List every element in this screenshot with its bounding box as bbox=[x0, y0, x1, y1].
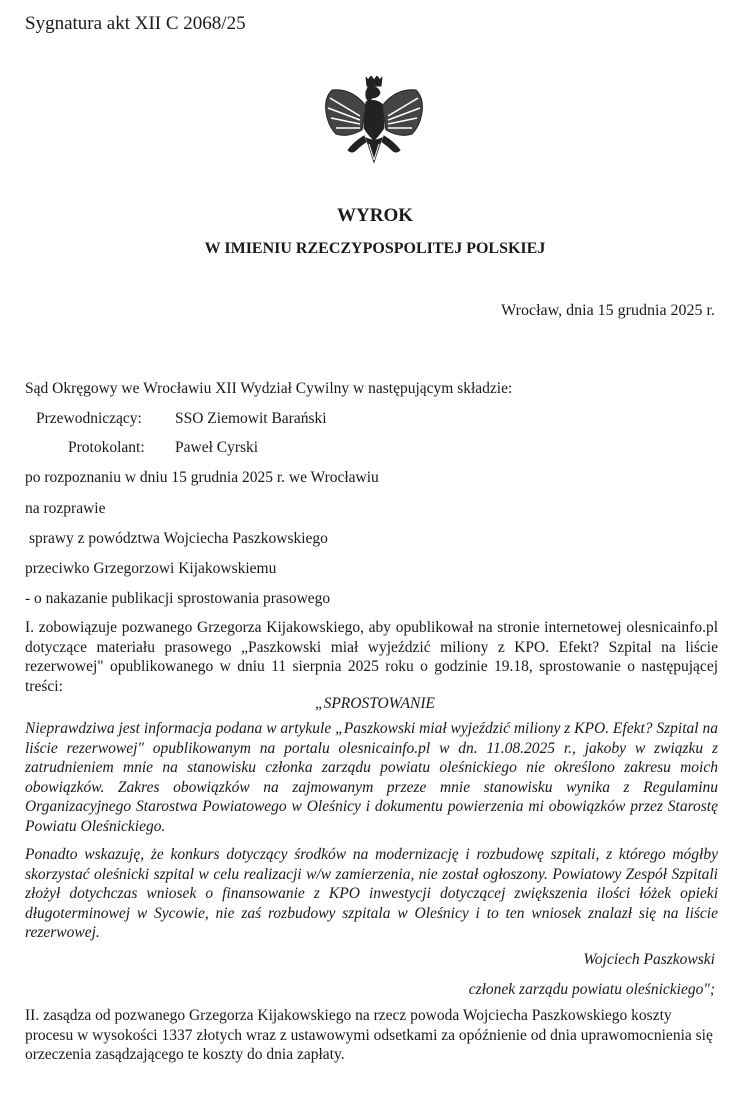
case-plaintiff: sprawy z powództwa Wojciecha Paszkowskiego bbox=[29, 530, 328, 547]
document-title: WYROK bbox=[337, 205, 413, 226]
polish-eagle-emblem-icon bbox=[322, 76, 426, 176]
correction-title: „SPROSTOWANIE bbox=[314, 695, 436, 712]
document-subtitle: W IMIENIU RZECZYPOSPOLITEJ POLSKIEJ bbox=[204, 240, 546, 257]
case-signature: Sygnatura akt XII C 2068/25 bbox=[25, 13, 246, 34]
clerk-label: Protokolant: bbox=[68, 439, 145, 456]
correction-paragraph-2: Ponadto wskazuję, że konkurs dotyczący środków na modernizację i rozbudowę szpitali, z którego mógłby skorzystać oleśnicki szpital w celu realizacji w/w zamierzenia, nie został ogłoszony. Powiatowy Zespół Szpitali złożył dotychczas wniosek o finansowanie z KPO inwestycji dotyczącej zwiększenia ilości łóżek opieki długoterminowej w Sycowie, nie zaś rozbudowy szpitala w Oleśnicy i to ten wniosek znalazł się na liście rezerwowej. bbox=[25, 846, 718, 942]
ruling-point-2: II. zasądza od pozwanego Grzegorza Kijakowskiego na rzecz powoda Wojciecha Paszkowskiego koszty procesu w wysokości 1337 złotych wraz z ustawowymi odsetkami za opóźnienie od dnia uprawomocnienia się orzeczenia zasądzającego te koszty do dnia zapłaty. bbox=[25, 1007, 713, 1064]
clerk-name: Paweł Cyrski bbox=[175, 439, 259, 456]
presiding-label: Przewodniczący: bbox=[36, 410, 142, 427]
case-defendant: przeciwko Grzegorzowi Kijakowskiemu bbox=[25, 560, 277, 577]
place-date: Wrocław, dnia 15 grudnia 2025 r. bbox=[501, 302, 715, 319]
case-subject: - o nakazanie publikacji sprostowania prasowego bbox=[25, 590, 331, 607]
ruling-point-1: I. zobowiązuje pozwanego Grzegorza Kijakowskiego, aby opublikował na stronie internetowej olesnicainfo.pl dotyczące materiału prasowego „Paszkowski miał wyjeździć miliony z KPO. Efekt? Szpital na liście rezerwowej" opublikowanego w dniu 11 sierpnia 2025 roku o godzinie 19.18, sprostowanie o następującej treści: bbox=[25, 619, 718, 695]
correction-paragraph-1: Nieprawdziwa jest informacja podana w artykule „Paszkowski miał wyjeździć miliony z KPO. Efekt? Szpital na liście rezerwowej" opublikowanym na portalu olesnicainfo.pl w dn. 11.08.2025 r., jakoby w związku z zatrudnieniem mnie na stanowisku członka zarządu powiatu oleśnickiego nie określono zakresu moich obowiązków. Zakres obowiązków na zajmowanym przeze mnie stanowisku wynika z Regulaminu Organizacyjnego Starostwa Powiatowego w Oleśnicy i dokumentu powierzenia mi obowiązków przez Starostę Powiatu Oleśnickiego. bbox=[25, 720, 718, 835]
signatory-name: Wojciech Paszkowski bbox=[583, 951, 715, 968]
presiding-judge: SSO Ziemowit Barański bbox=[175, 410, 327, 427]
court-composition: Sąd Okręgowy we Wrocławiu XII Wydział Cywilny w następującym składzie: bbox=[25, 380, 513, 397]
session-type: na rozprawie bbox=[25, 500, 106, 517]
hearing-date: po rozpoznaniu w dniu 15 grudnia 2025 r. we Wrocławiu bbox=[25, 469, 379, 486]
signatory-role: członek zarządu powiatu oleśnickiego"; bbox=[468, 981, 715, 998]
